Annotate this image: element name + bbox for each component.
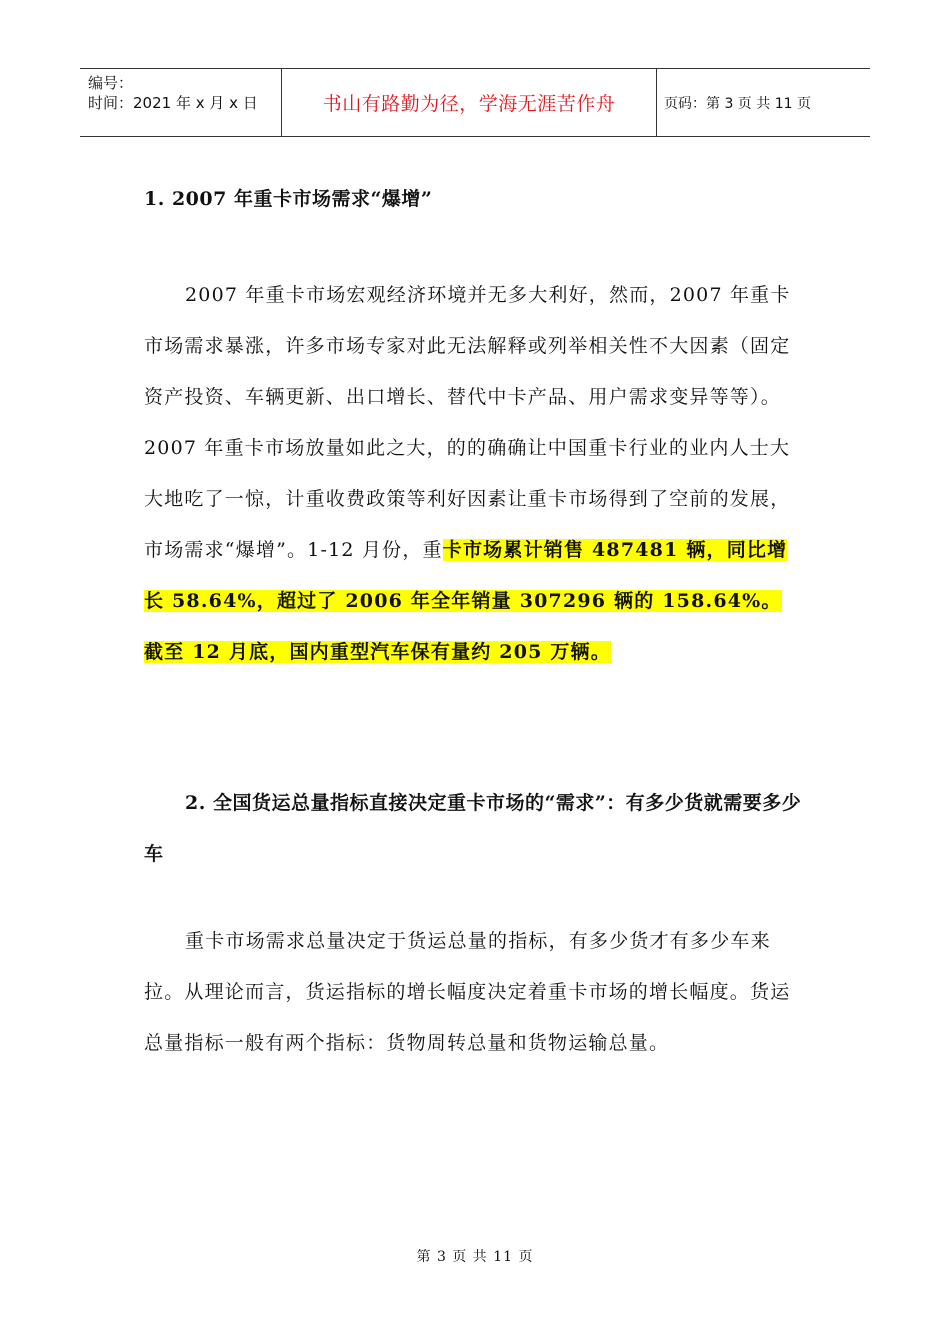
time-label: 时间：2021 年 x 月 x 日 [88, 94, 258, 112]
header-meta [80, 69, 282, 136]
header-motto-cell [282, 69, 657, 136]
section-1-paragraph [144, 270, 799, 678]
section-1-highlight: 卡市场累计销售 487481 辆，同比增长 58.64%，超过了 2006 年全年销量 307296 辆的 158.64%。截至 12 月底，国内重型汽车保有量约 205 万辆。 [144, 539, 788, 663]
header-motto: 书山有路勤为径，学海无涯苦作舟 [322, 93, 616, 115]
section-1-text: 2007 年重卡市场宏观经济环境并无多大利好，然而，2007 年重卡市场需求暴涨，许多市场专家对此无法解释或列举相关性不大因素（固定资产投资、车辆更新、出口增长、替代中卡产品、用户需求变异等等）。2007 年重卡市场放量如此之大，的的确确让中国重卡行业的业内人士大大地吃了一惊，计重收费政策等利好因素让重卡市场得到了空前的发展，市场需求“爆增”。1-12 月份，重 [144, 284, 791, 561]
section-2-heading: 2. 全国货运总量指标直接决定重卡市场的“需求”：有多少货就需要多少车 [144, 792, 802, 865]
page-footer: 第 3 页 共 11 页 [416, 1249, 534, 1265]
page-header [80, 68, 870, 137]
header-page-info: 页码：第 3 页 共 11 页 [664, 95, 811, 112]
section-1-heading: 1. 2007 年重卡市场需求“爆增” [144, 188, 433, 210]
section-2-paragraph: 重卡市场需求总量决定于货运总量的指标，有多少货才有多少车来拉。从理论而言，货运指标的增长幅度决定着重卡市场的增长幅度。货运总量指标一般有两个指标：货物周转总量和货物运输总量。 [144, 930, 791, 1054]
number-label: 编号： [88, 74, 134, 92]
